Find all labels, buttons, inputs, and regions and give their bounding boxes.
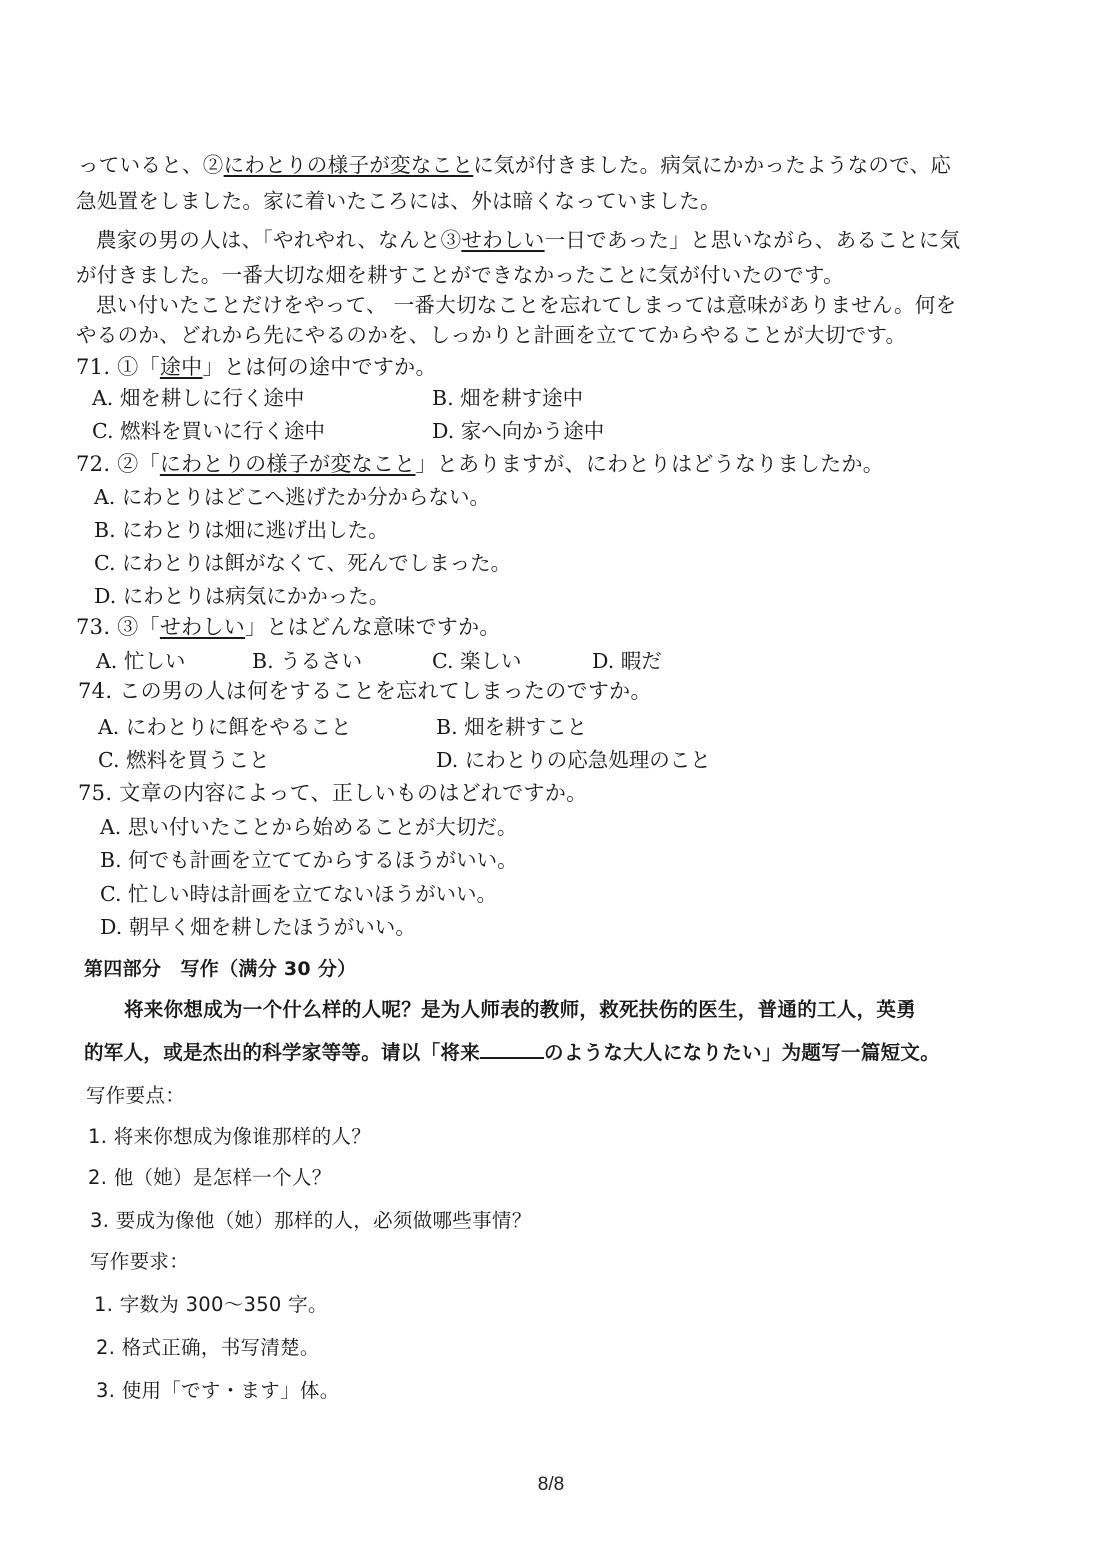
writing-prompt-line-2: 的军人，或是杰出的科学家等等。请以「将来 のような大人になりたい」为题写一篇短文。 <box>84 1041 941 1064</box>
passage-line-2: 急処置をしました。家に着いたころには、外は暗くなっていました。 <box>76 189 721 213</box>
question-73-stem: 73. ③「せわしい」とはどんな意味ですか。 <box>76 615 501 639</box>
q71-option-a[interactable]: A. 畑を耕しに行く途中 <box>92 386 305 410</box>
q72-option-b[interactable]: B. にわとりは畑に逃げ出した。 <box>94 518 389 542</box>
title-blank <box>480 1039 544 1059</box>
q74-option-b[interactable]: B. 畑を耕すこと <box>436 715 588 739</box>
q75-option-b[interactable]: B. 何でも計画を立ててからするほうがいい。 <box>100 848 518 872</box>
question-74-stem: 74. この男の人は何をすることを忘れてしまったのですか。 <box>78 679 652 703</box>
writing-point-3: 3. 要成为像他（她）那样的人，必须做哪些事情？ <box>90 1209 532 1232</box>
q71-option-b[interactable]: B. 畑を耕す途中 <box>432 386 584 410</box>
underlined-phrase-3: せわしい <box>461 228 545 252</box>
q75-option-d[interactable]: D. 朝早く畑を耕したほうがいい。 <box>100 915 416 939</box>
q71-option-d[interactable]: D. 家へ向かう途中 <box>432 419 605 443</box>
q74-option-a[interactable]: A. にわとりに餌をやること <box>98 715 352 739</box>
writing-prompt-line-1: 将来你想成为一个什么样的人呢？是为人师表的教师，救死扶伤的医生，普通的工人，英勇 <box>124 998 917 1021</box>
underlined-phrase-2: にわとりの様子が変なこと <box>223 153 474 177</box>
writing-requirement-2: 2. 格式正确，书写清楚。 <box>96 1336 320 1359</box>
section-heading: 第四部分 写作（满分 30 分） <box>84 958 357 980</box>
page-number: 8/8 <box>537 1474 565 1495</box>
passage-line-1: っていると、②にわとりの様子が変なことに気が付きました。病気にかかったようなので、応 <box>78 153 952 177</box>
q73-option-d[interactable]: D. 暇だ <box>592 649 662 673</box>
passage-line-3: 農家の男の人は、「やれやれ、なんと③せわしい一日であった」と思いながら、あることに気 <box>96 228 961 252</box>
q72-option-c[interactable]: C. にわとりは餌がなくて、死んでしまった。 <box>94 551 512 575</box>
q72-option-d[interactable]: D. にわとりは病気にかかった。 <box>94 584 390 608</box>
passage-line-6: やるのか、どれから先にやるのかを、しっかりと計画を立ててからやることが大切です。 <box>76 323 907 347</box>
question-71-stem: 71. ①「途中」とは何の途中ですか。 <box>76 355 437 379</box>
q75-option-a[interactable]: A. 思い付いたことから始めることが大切だ。 <box>100 815 518 839</box>
question-72-stem: 72. ②「にわとりの様子が変なこと」とありますが、にわとりはどうなりましたか。 <box>76 452 885 476</box>
passage-line-5: 思い付いたことだけをやって、 一番大切なことを忘れてしまっては意味がありません。何を <box>96 293 957 317</box>
passage-line-4: が付きました。一番大切な畑を耕すことができなかったことに気が付いたのです。 <box>76 263 844 287</box>
writing-points-title: 写作要点： <box>86 1084 186 1107</box>
q73-option-c[interactable]: C. 楽しい <box>432 649 522 673</box>
writing-point-1: 1. 将来你想成为像谁那样的人？ <box>88 1125 372 1148</box>
q72-option-a[interactable]: A. にわとりはどこへ逃げたか分からない。 <box>94 485 491 509</box>
writing-requirements-title: 写作要求： <box>90 1250 190 1273</box>
question-75-stem: 75. 文章の内容によって、正しいものはどれですか。 <box>78 781 588 805</box>
writing-requirement-3: 3. 使用「です・ます」体。 <box>96 1379 340 1402</box>
q73-option-b[interactable]: B. うるさい <box>252 649 363 673</box>
q74-option-c[interactable]: C. 燃料を買うこと <box>98 748 270 772</box>
q73-option-a[interactable]: A. 忙しい <box>96 649 186 673</box>
writing-requirement-1: 1. 字数为 300～350 字。 <box>94 1293 328 1316</box>
q74-option-d[interactable]: D. にわとりの応急処理のこと <box>436 748 711 772</box>
q75-option-c[interactable]: C. 忙しい時は計画を立てないほうがいい。 <box>100 882 497 906</box>
q71-option-c[interactable]: C. 燃料を買いに行く途中 <box>92 419 325 443</box>
writing-point-2: 2. 他（她）是怎样一个人？ <box>88 1166 332 1189</box>
